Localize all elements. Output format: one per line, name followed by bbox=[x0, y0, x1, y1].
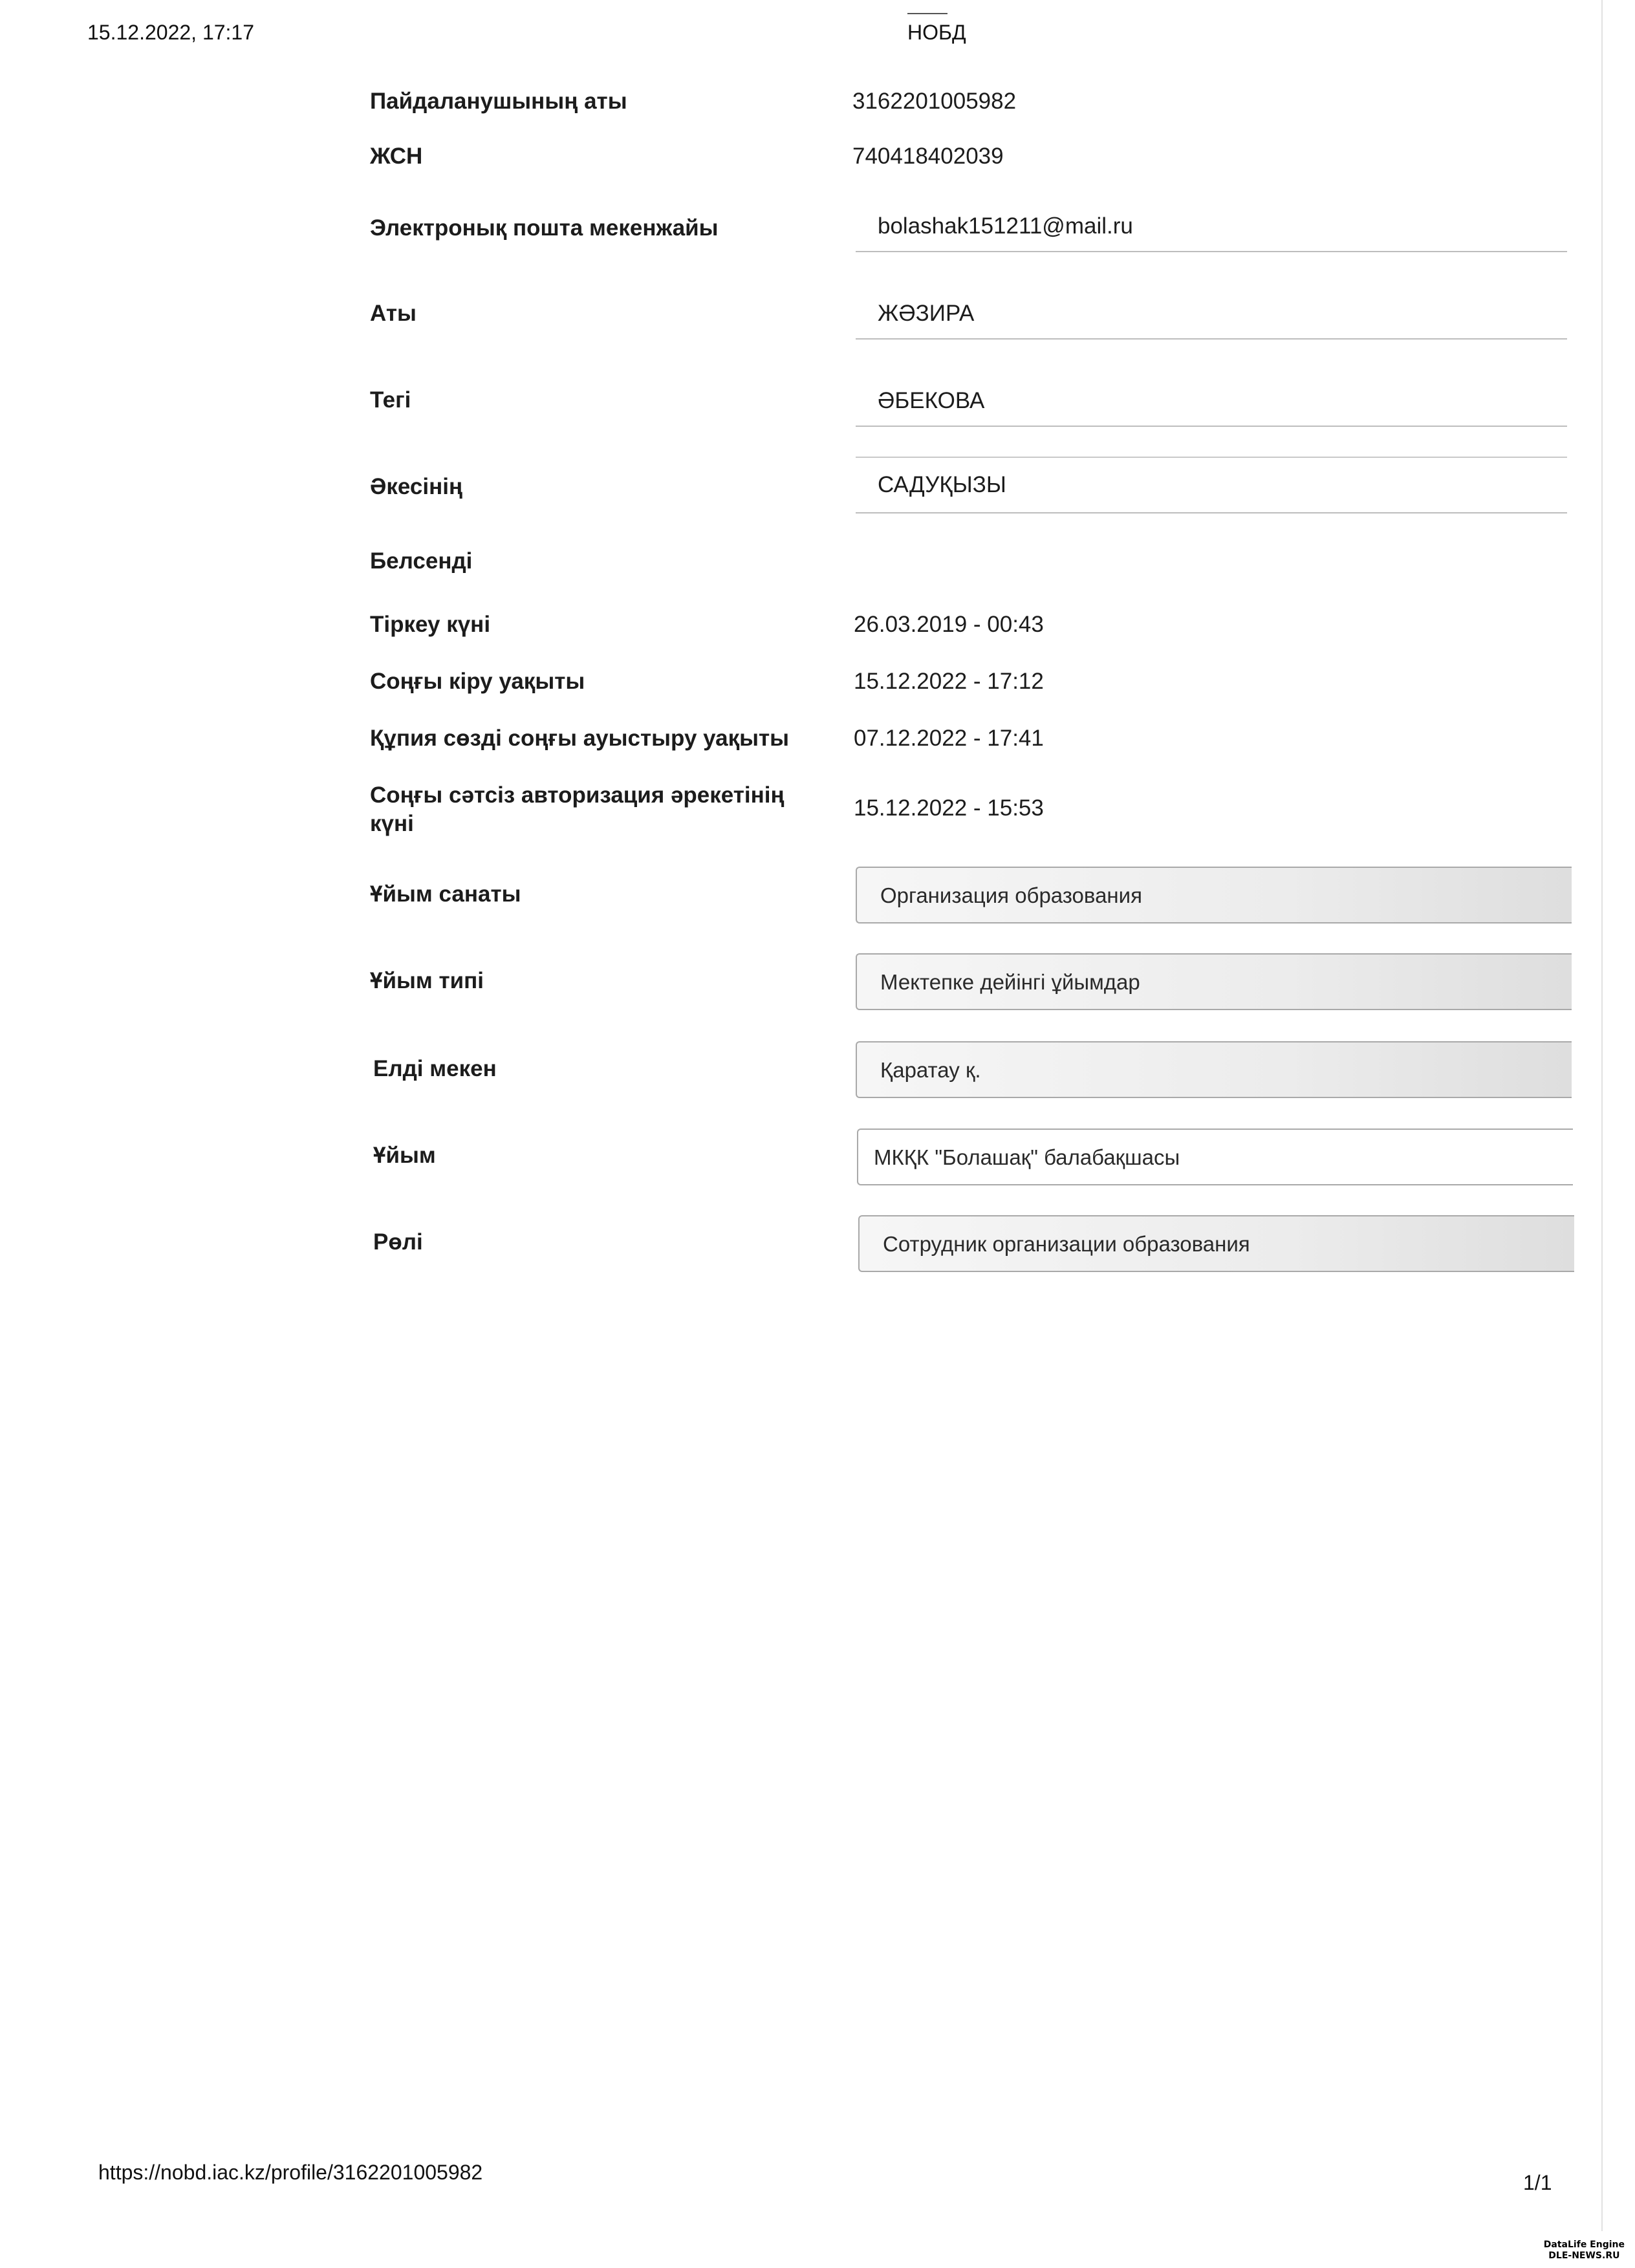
locality-label: Елді мекен bbox=[373, 1056, 497, 1081]
active-label: Белсенді bbox=[370, 548, 473, 574]
first-name-value: ЖӘЗИРА bbox=[878, 301, 975, 326]
print-datetime: 15.12.2022, 17:17 bbox=[87, 21, 255, 44]
last-name-label: Тегі bbox=[370, 387, 411, 413]
username-value: 3162201005982 bbox=[852, 89, 1017, 114]
iin-label: ЖСН bbox=[370, 144, 423, 169]
failed-auth-value: 15.12.2022 - 15:53 bbox=[854, 795, 1044, 821]
scan-edge bbox=[1601, 0, 1603, 2231]
watermark bbox=[1544, 2240, 1625, 2262]
first-name-field[interactable] bbox=[856, 294, 1567, 340]
organization-value: МКҚК "Болашақ" балабақшасы bbox=[874, 1145, 1180, 1169]
registration-date-value: 26.03.2019 - 00:43 bbox=[854, 612, 1044, 637]
role-value: Сотрудник организации образования bbox=[883, 1232, 1250, 1256]
org-type-label: Ұйым типі bbox=[370, 968, 484, 993]
last-name-field[interactable] bbox=[856, 382, 1567, 427]
email-label: Электронық пошта мекенжайы bbox=[370, 215, 719, 241]
page-title: НОБД bbox=[907, 21, 966, 44]
org-type-select[interactable] bbox=[856, 953, 1572, 1010]
role-select[interactable] bbox=[858, 1215, 1574, 1272]
registration-date-label: Тіркеу күні bbox=[370, 612, 491, 637]
patronymic-field[interactable] bbox=[856, 457, 1567, 513]
page-number: 1/1 bbox=[1523, 2171, 1552, 2194]
failed-auth-label: Соңғы сәтсіз авторизация әрекетінің күні bbox=[370, 783, 785, 836]
active-checkbox[interactable] bbox=[856, 547, 882, 573]
footer-url: https://nobd.iac.kz/profile/3162201005982 bbox=[98, 2161, 483, 2184]
last-name-value: ӘБЕКОВА bbox=[878, 388, 985, 413]
iin-value: 740418402039 bbox=[852, 144, 1004, 169]
first-name-label: Аты bbox=[370, 301, 417, 326]
email-value: bolashak151211@mail.ru bbox=[878, 213, 1133, 239]
title-divider bbox=[907, 13, 947, 14]
last-login-value: 15.12.2022 - 17:12 bbox=[854, 669, 1044, 694]
org-category-value: Организация образования bbox=[880, 883, 1142, 907]
patronymic-label: Әкесінің bbox=[370, 474, 463, 499]
organization-label: Ұйым bbox=[373, 1143, 436, 1168]
org-category-label: Ұйым санаты bbox=[370, 881, 521, 907]
locality-value: Қаратау қ. bbox=[880, 1058, 981, 1082]
last-login-label: Соңғы кіру уақыты bbox=[370, 669, 585, 694]
password-change-label: Құпия сөзді соңғы ауыстыру уақыты bbox=[370, 726, 790, 751]
watermark-line-1: DataLife Engine bbox=[1543, 2240, 1625, 2250]
locality-select[interactable] bbox=[856, 1041, 1572, 1098]
email-field[interactable] bbox=[856, 207, 1567, 252]
organization-select[interactable] bbox=[857, 1129, 1573, 1185]
watermark-line-2: DLE-NEWS.RU bbox=[1548, 2251, 1620, 2261]
username-label: Пайдаланушының аты bbox=[370, 89, 627, 114]
org-type-value: Мектепке дейінгі ұйымдар bbox=[880, 970, 1140, 994]
patronymic-value: САДУҚЫЗЫ bbox=[878, 472, 1006, 497]
org-category-select[interactable] bbox=[856, 867, 1572, 923]
password-change-value: 07.12.2022 - 17:41 bbox=[854, 726, 1044, 751]
role-label: Рөлі bbox=[373, 1229, 423, 1255]
